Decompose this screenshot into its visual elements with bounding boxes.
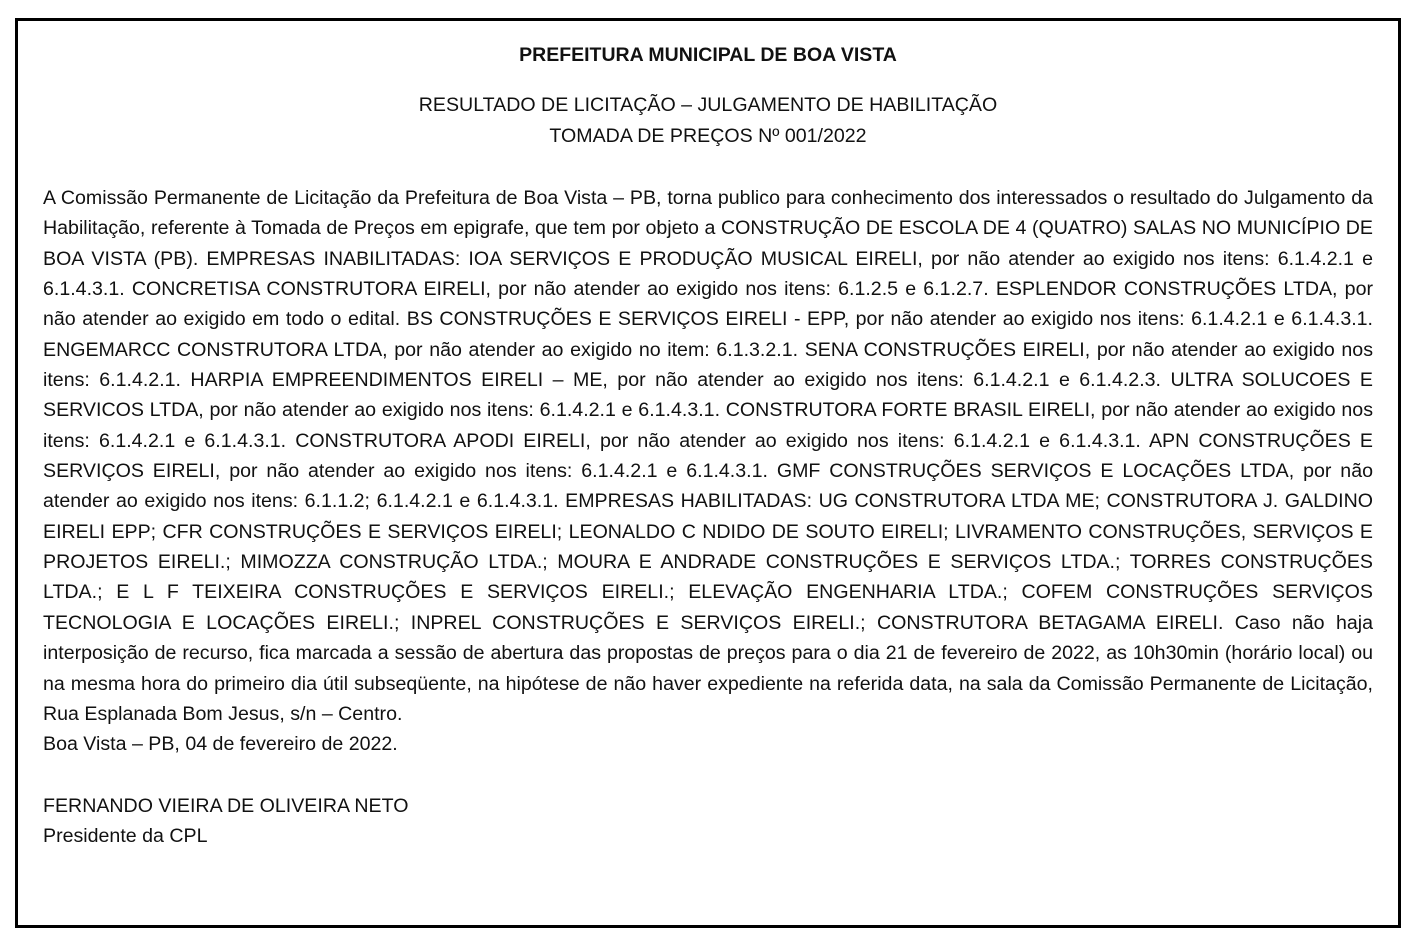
document-title: PREFEITURA MUNICIPAL DE BOA VISTA xyxy=(519,44,897,66)
document-content xyxy=(43,21,1373,851)
signatory-role: Presidente da CPL xyxy=(43,824,208,847)
place-date: Boa Vista – PB, 04 de fevereiro de 2022. xyxy=(43,733,398,756)
signatory-name: FERNANDO VIEIRA DE OLIVEIRA NETO xyxy=(43,794,409,817)
document-subtitle xyxy=(43,90,1373,151)
signature-block xyxy=(43,791,1373,852)
subtitle-line-2: TOMADA DE PREÇOS Nº 001/2022 xyxy=(549,124,867,147)
body-paragraph: A Comissão Permanente de Licitação da Prefeitura de Boa Vista – PB, torna publico para conhecimento dos interessados o resultado do Julgamento da Habilitação, referente à Tomada de Preços em epigrafe, que tem por objeto a CONSTRUÇÃO DE ESCOLA DE 4 (QUATRO) SALAS NO MUNICÍPIO DE BOA VISTA (PB). EMPRESAS INABILITADAS: IOA SERVIÇOS E PRODUÇÃO MUSICAL EIRELI, por não atender ao exigido nos itens: 6.1.4.2.1 e 6.1.4.3.1. CONCRETISA CONSTRUTORA EIRELI, por não atender ao exigido nos itens: 6.1.2.5 e 6.1.2.7. ESPLENDOR CONSTRUÇÕES LTDA, por não atender ao exigido em todo o edital. BS CONSTRUÇÕES E SERVIÇOS EIRELI - EPP, por não atender ao exigido nos itens: 6.1.4.2.1 e 6.1.4.3.1. ENGEMARCC CONSTRUTORA LTDA, por não atender ao exigido no item: 6.1.3.2.1. SENA CONSTRUÇÕES EIRELI, por não atender ao exigido nos itens: 6.1.4.2.1. HARPIA EMPREENDIMENTOS EIRELI – ME, por não atender ao exigido nos itens: 6.1.4.2.1 e 6.1.4.2.3. ULTRA SOLUCOES E SERVICOS LTDA, por não atender ao exigido nos itens: 6.1.4.2.1 e 6.1.4.3.1. CONSTRUTORA FORTE BRASIL EIRELI, por não atender ao exigido nos itens: 6.1.4.2.1 e 6.1.4.3.1. CONSTRUTORA APODI EIRELI, por não atender ao exigido nos itens: 6.1.4.2.1 e 6.1.4.3.1. APN CONSTRUÇÕES E SERVIÇOS EIRELI, por não atender ao exigido nos itens: 6.1.4.2.1 e 6.1.4.3.1. GMF CONSTRUÇÕES SERVIÇOS E LOCAÇÕES LTDA, por não atender ao exigido nos itens: 6.1.1.2; 6.1.4.2.1 e 6.1.4.3.1. EMPRESAS HABILITADAS: UG CONSTRUTORA LTDA ME; CONSTRUTORA J. GALDINO EIRELI EPP; CFR CONSTRUÇÕES E SERVIÇOS EIRELI; LEONALDO C NDIDO DE SOUTO EIRELI; LIVRAMENTO CONSTRUÇÕES, SERVIÇOS E PROJETOS EIRELI.; MIMOZZA CONSTRUÇÃO LTDA.; MOURA E ANDRADE CONSTRUÇÕES E SERVIÇOS LTDA.; TORRES CONSTRUÇÕES LTDA.; E L F TEIXEIRA CONSTRUÇÕES E SERVIÇOS EIRELI.; ELEVAÇÃO ENGENHARIA LTDA.; COFEM CONSTRUÇÕES SERVIÇOS TECNOLOGIA E LOCAÇÕES EIRELI.; INPREL CONSTRUÇÕES E SERVIÇOS EIRELI.; CONSTRUTORA BETAGAMA EIRELI. Caso não haja interposição de recurso, fica marcada a sessão de abertura das propostas de preços para o dia 21 de fevereiro de 2022, as 10h30min (horário local) ou na mesma hora do primeiro dia útil subseqüente, na hipótese de não haver expediente na referida data, na sala da Comissão Permanente de Licitação, Rua Esplanada Bom Jesus, s/n – Centro. xyxy=(43,187,1373,725)
subtitle-line-1: RESULTADO DE LICITAÇÃO – JULGAMENTO DE HABILITAÇÃO xyxy=(418,94,998,116)
document-frame xyxy=(15,18,1401,928)
